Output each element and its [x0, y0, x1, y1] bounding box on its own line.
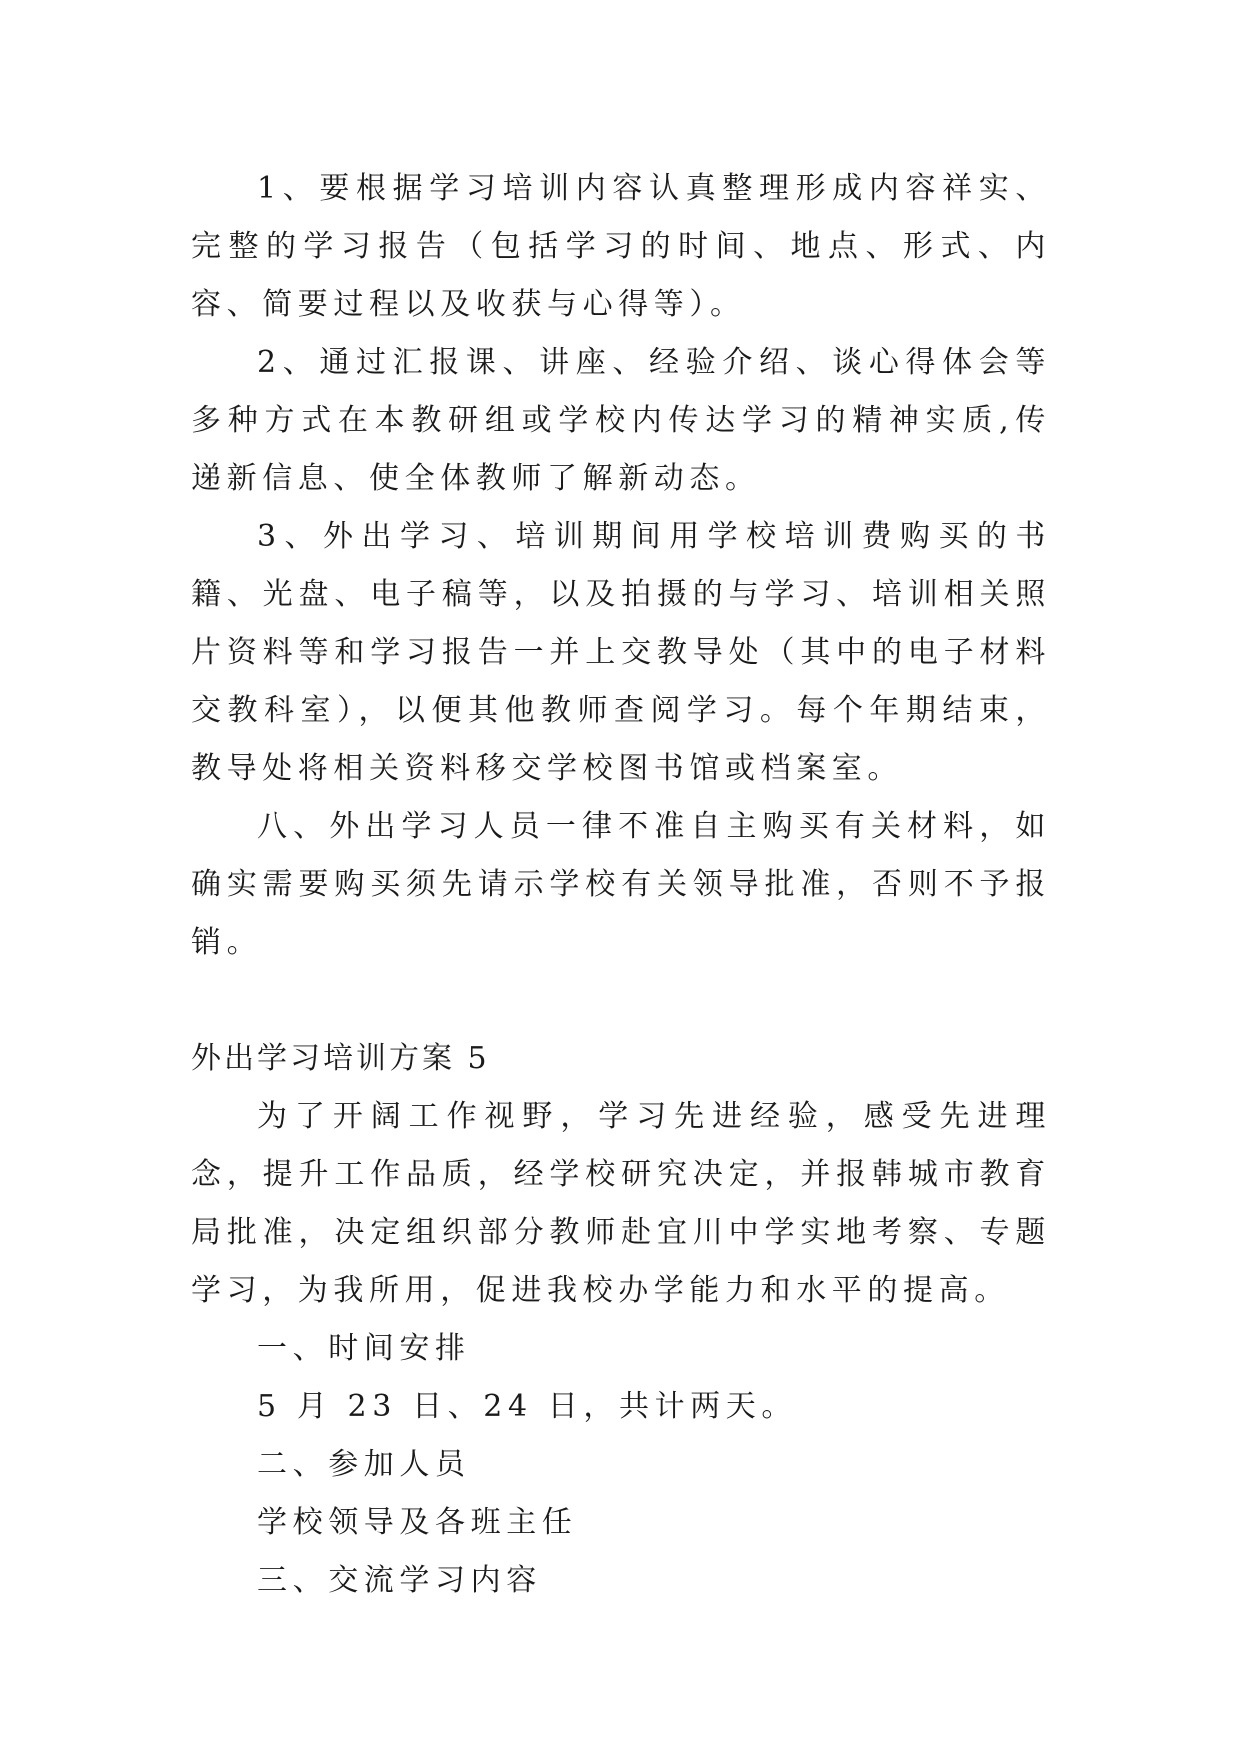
paragraph-item-8: 八、外出学习人员一律不准自主购买有关材料，如确实需要购买须先请示学校有关领导批准，否则不予报销。 — [191, 809, 1051, 960]
paragraph-item-2: 2、通过汇报课、讲座、经验介绍、谈心得体会等多种方式在本教研组或学校内传达学习的精神实质,传递新信息、使全体教师了解新动态。 — [191, 345, 1051, 496]
paragraph-item-3: 3、外出学习、培训期间用学校培训费购买的书籍、光盘、电子稿等，以及拍摄的与学习、培训相关照片资料等和学习报告一并上交教导处（其中的电子材料交教科室），以便其他教师查阅学习。每个年期结束，教导处将相关资料移交学校图书馆或档案室。 — [191, 519, 1051, 786]
intro-paragraph: 为了开阔工作视野，学习先进经验，感受先进理念，提升工作品质，经学校研究决定，并报韩城市教育局批准，决定组织部分教师赴宜川中学实地考察、专题学习，为我所用，促进我校办学能力和水平的提高。 — [191, 1099, 1051, 1308]
item-time-detail: 5 月 23 日、24 日，共计两天。 — [257, 1389, 797, 1424]
paragraph-item-1: 1、要根据学习培训内容认真整理形成内容祥实、完整的学习报告（包括学习的时间、地点、形式、内容、简要过程以及收获与心得等）。 — [191, 171, 1051, 322]
section-spacer — [191, 972, 1051, 1030]
item-participants-detail: 学校领导及各班主任 — [257, 1505, 578, 1540]
section-title: 外出学习培训方案 5 — [191, 1041, 490, 1076]
item-content-heading: 三、交流学习内容 — [257, 1563, 542, 1598]
item-time-heading: 一、时间安排 — [257, 1331, 471, 1366]
page-content — [191, 160, 1051, 1610]
item-participants-heading: 二、参加人员 — [257, 1447, 471, 1482]
